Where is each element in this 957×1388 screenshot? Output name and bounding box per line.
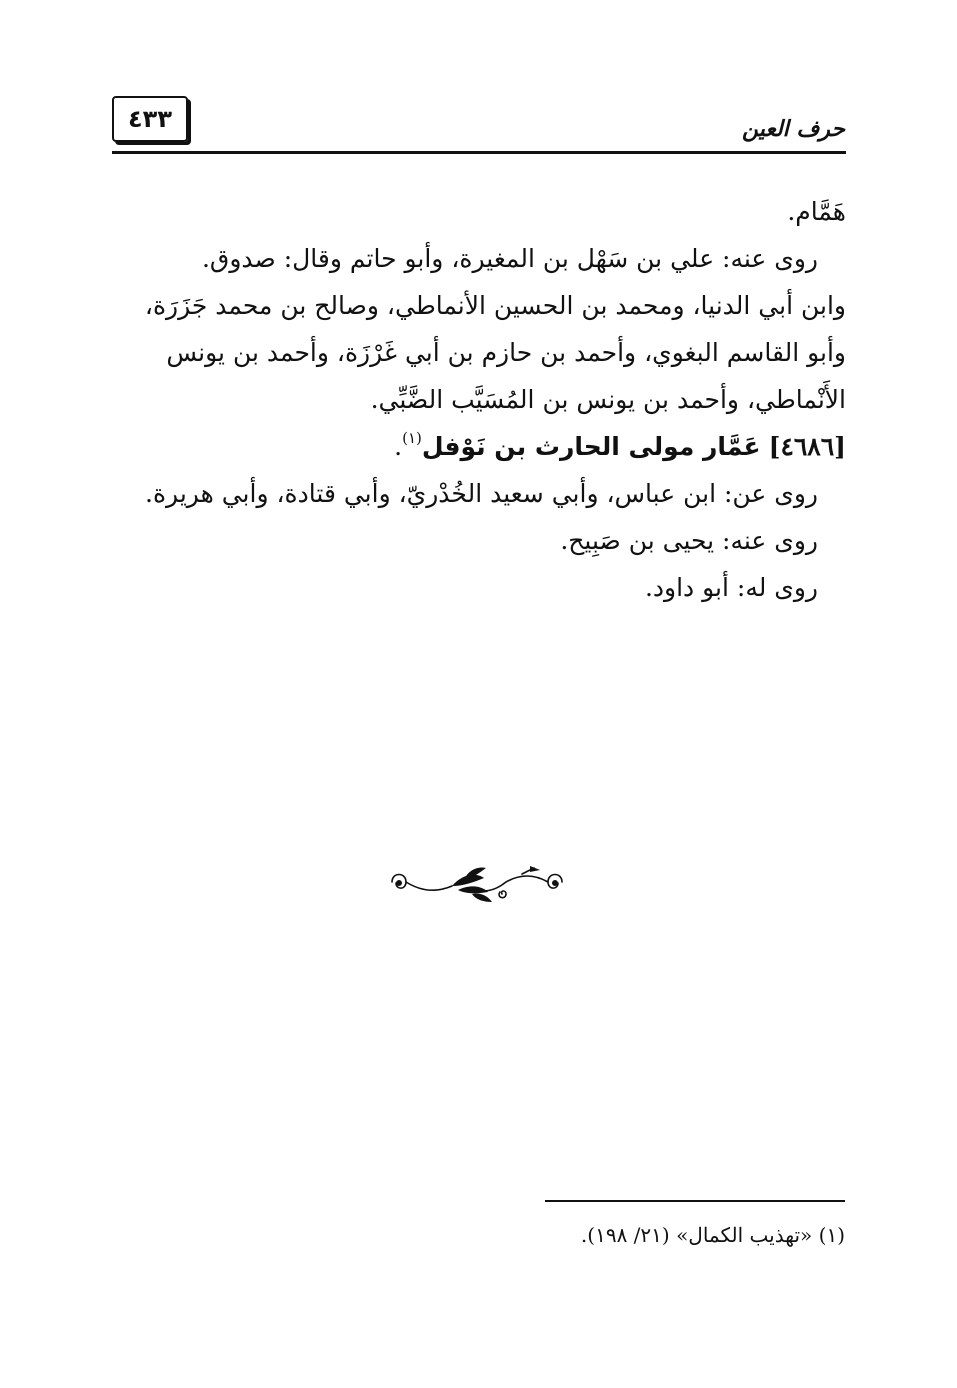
main-text — [112, 188, 846, 611]
entry-end: . — [394, 432, 403, 461]
text-line: هَمَّام. — [787, 197, 846, 226]
footnote-rule — [545, 1200, 845, 1202]
entry-heading — [112, 423, 846, 470]
text-line: روى عنه: علي بن سَهْل بن المغيرة، وأبو حاتم وقال: صدوق. — [201, 244, 818, 273]
text-line: وابن أبي الدنيا، ومحمد بن الحسين الأنماطي، وصالح بن محمد جَزَرَة، — [144, 291, 846, 320]
footnote-reference[interactable]: (١) — [402, 429, 422, 447]
text-line: وأبو القاسم البغوي، وأحمد بن حازم بن أبي غَرْزَة، وأحمد بن يونس — [166, 338, 846, 367]
text-line: روى له: أبو داود. — [644, 573, 818, 602]
entry-name: عَمَّار مولى الحارث بن نَوْفل — [421, 432, 761, 461]
text-line: روى عن: ابن عباس، وأبي سعيد الخُدْريّ، وأبي قتادة، وأبي هريرة. — [145, 479, 818, 508]
text-line: الأَنْماطي، وأحمد بن يونس بن المُسَيَّب الضَّبِّي. — [370, 385, 846, 414]
footnote: (١) «تهذيب الكمال» (٢١/ ١٩٨). — [580, 1223, 845, 1247]
page-number: ٤٣٣ — [112, 96, 188, 142]
text-line: روى عنه: يحيى بن صَبِيح. — [560, 526, 818, 555]
entry-number: [٤٦٨٦] — [768, 432, 846, 461]
header-rule — [112, 151, 846, 154]
floral-divider-icon — [372, 852, 582, 912]
running-head: حرف العين — [741, 116, 845, 142]
